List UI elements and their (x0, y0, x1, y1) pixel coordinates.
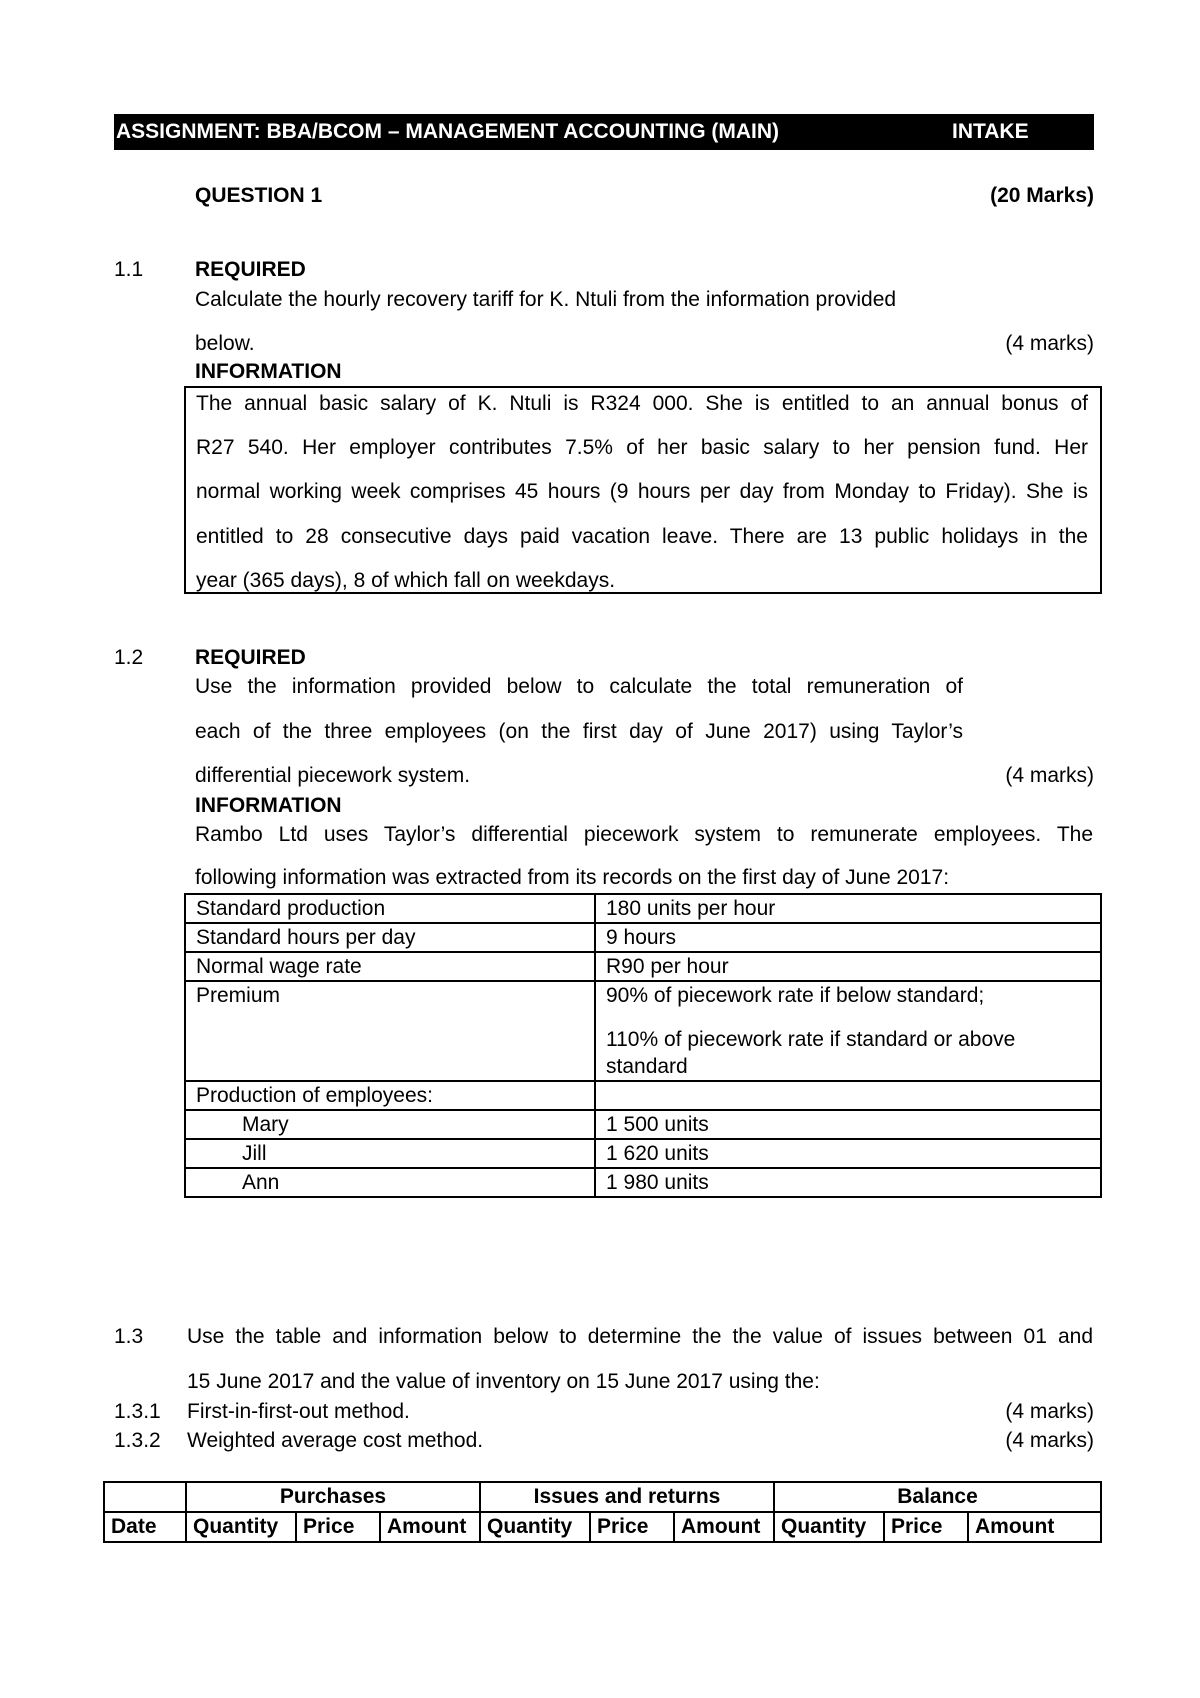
q1-1-info-line: R27 540. Her employer contributes 7.5% of her basic salary to her pension fund. Her (196, 436, 1088, 459)
q1-3-line2: 15 June 2017 and the value of inventory on 15 June 2017 using the: (187, 1370, 820, 1393)
group-empty (104, 1482, 186, 1512)
q1-3-2-text: Weighted average cost method. (187, 1429, 484, 1452)
q1-1-number: 1.1 (114, 258, 144, 281)
col-purchases-quantity: Quantity (186, 1512, 296, 1542)
row-value: 1 620 units (595, 1139, 1101, 1168)
row-value: 1 980 units (595, 1168, 1101, 1197)
row-label: Production of employees: (185, 1081, 595, 1110)
col-purchases-price: Price (296, 1512, 380, 1542)
q1-2-info-line1: Rambo Ltd uses Taylor’s differential piecework system to remunerate employees. The (195, 823, 1093, 846)
q1-2-line2: each of the three employees (on the first day of June 2017) using Taylor’s (195, 720, 963, 743)
table-row (185, 1139, 1101, 1168)
row-value (595, 1081, 1101, 1110)
row-value-premium (595, 981, 1101, 1081)
row-label: Premium (185, 981, 595, 1081)
col-purchases-amount: Amount (380, 1512, 480, 1542)
q1-3-1-text: First-in-first-out method. (187, 1400, 410, 1423)
q1-2-line1: Use the information provided below to calculate the total remuneration of (195, 675, 963, 698)
group-purchases: Purchases (186, 1482, 480, 1512)
table-header-group-row (104, 1482, 1101, 1512)
col-balance-quantity: Quantity (774, 1512, 884, 1542)
q1-1-info-line: normal working week comprises 45 hours (9 hours per day from Monday to Friday). She is (196, 480, 1088, 503)
q1-2-information: INFORMATION (195, 794, 342, 817)
table-row (185, 1110, 1101, 1139)
table-row (185, 981, 1101, 1081)
table-row (185, 1168, 1101, 1197)
q1-1-info-line: entitled to 28 consecutive days paid vacation leave. There are 13 public holidays in the (196, 525, 1088, 548)
table-row (185, 952, 1101, 981)
row-label: Normal wage rate (185, 952, 595, 981)
col-date: Date (104, 1512, 186, 1542)
col-balance-amount: Amount (968, 1512, 1101, 1542)
q1-2-marks: (4 marks) (1005, 764, 1094, 787)
q1-3-number: 1.3 (114, 1325, 144, 1348)
q1-1-required: REQUIRED (195, 258, 306, 281)
row-label: Ann (185, 1168, 595, 1197)
q1-1-line1: Calculate the hourly recovery tariff for K. Ntuli from the information provided (195, 288, 897, 311)
q1-2-info-line2: following information was extracted from its records on the first day of June 2017: (195, 866, 950, 889)
q1-1-marks: (4 marks) (1005, 332, 1094, 355)
header-title: ASSIGNMENT: BBA/BCOM – MANAGEMENT ACCOUNTING (MAIN) (116, 120, 780, 143)
col-issues-amount: Amount (674, 1512, 774, 1542)
q1-2-number: 1.2 (114, 646, 144, 669)
q1-3-1-number: 1.3.1 (114, 1400, 161, 1423)
q1-1-info-line: The annual basic salary of K. Ntuli is R324 000. She is entitled to an annual bonus of (196, 392, 1088, 415)
piecework-table (184, 893, 1102, 1198)
row-label: Jill (185, 1139, 595, 1168)
inventory-table (103, 1481, 1102, 1543)
q1-3-2-number: 1.3.2 (114, 1429, 161, 1452)
header-intake: INTAKE (952, 120, 1029, 143)
group-issues-returns: Issues and returns (480, 1482, 774, 1512)
question-title: QUESTION 1 (195, 184, 323, 207)
col-issues-price: Price (590, 1512, 674, 1542)
row-label: Standard hours per day (185, 923, 595, 952)
document-header (114, 114, 1094, 150)
row-label: Mary (185, 1110, 595, 1139)
row-label: Standard production (185, 894, 595, 923)
table-row (185, 894, 1101, 923)
row-value: 1 500 units (595, 1110, 1101, 1139)
table-header-row (104, 1512, 1101, 1542)
question-marks: (20 Marks) (990, 184, 1094, 207)
col-balance-price: Price (884, 1512, 968, 1542)
premium-line1: 90% of piecework rate if below standard; (606, 984, 985, 1007)
q1-2-required: REQUIRED (195, 646, 306, 669)
col-issues-quantity: Quantity (480, 1512, 590, 1542)
q1-2-line3: differential piecework system. (195, 764, 471, 787)
q1-1-line2: below. (195, 332, 255, 355)
q1-3-2-marks: (4 marks) (1005, 1429, 1094, 1452)
row-value: R90 per hour (595, 952, 1101, 981)
table-row (185, 923, 1101, 952)
premium-line2: 110% of piecework rate if standard or above standard (606, 1028, 1016, 1078)
row-value: 180 units per hour (595, 894, 1101, 923)
group-balance: Balance (774, 1482, 1101, 1512)
q1-1-information: INFORMATION (195, 360, 342, 383)
row-value: 9 hours (595, 923, 1101, 952)
q1-3-1-marks: (4 marks) (1005, 1400, 1094, 1423)
q1-1-info-box (184, 386, 1102, 594)
q1-1-info-line: year (365 days), 8 of which fall on weekdays. (196, 569, 616, 592)
table-row (185, 1081, 1101, 1110)
q1-3-line1: Use the table and information below to determine the the value of issues between 01 and (187, 1325, 1093, 1348)
